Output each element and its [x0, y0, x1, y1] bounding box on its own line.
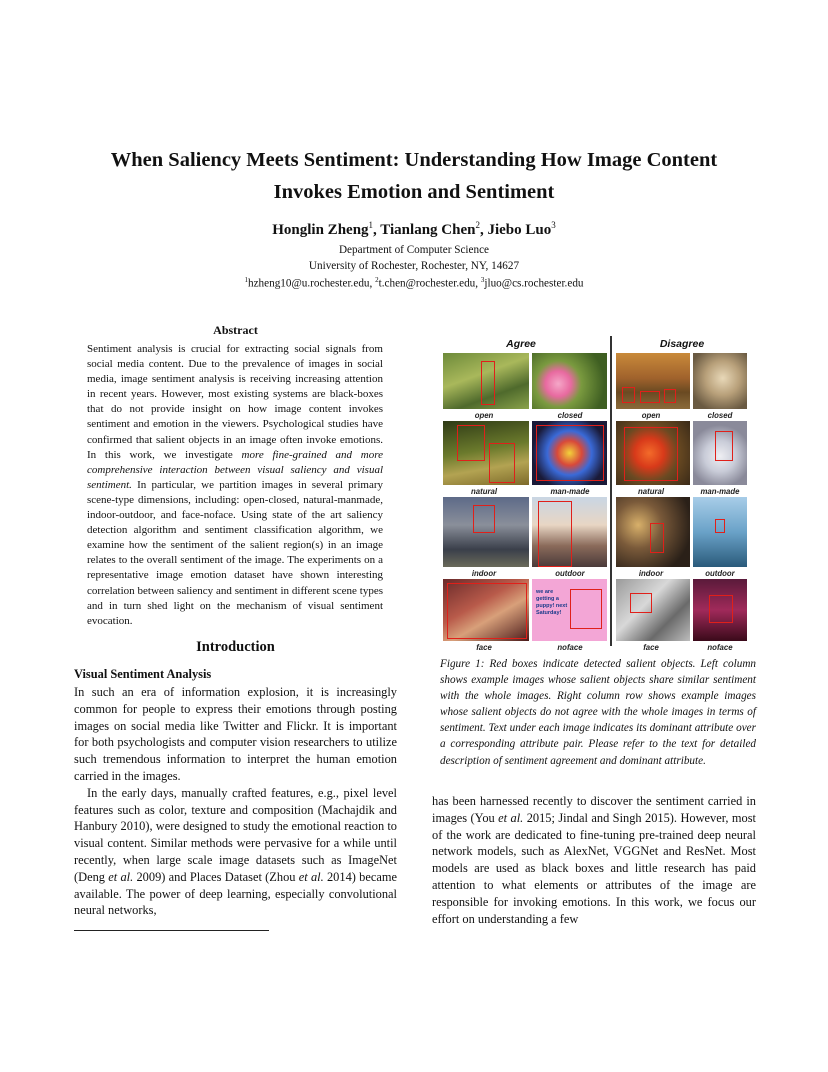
attr-label: outdoor	[705, 569, 735, 578]
intro-body-left	[74, 684, 397, 919]
column-header-disagree: Disagree	[659, 338, 705, 350]
attr-label: outdoor	[555, 569, 585, 578]
attr-label: open	[474, 411, 494, 420]
photo-closed-agree	[531, 352, 608, 410]
photo-outdoor-agree	[531, 496, 608, 568]
photo-open-agree	[442, 352, 530, 410]
introduction-heading: Introduction	[196, 639, 275, 655]
salient-box	[650, 523, 664, 553]
section-subheading: Visual Sentiment Analysis	[74, 667, 212, 681]
attr-label: noface	[707, 643, 733, 652]
attr-label: natural	[471, 487, 497, 496]
salient-box	[489, 443, 515, 483]
author-sup: 1	[368, 220, 374, 230]
abstract-heading: Abstract	[213, 323, 258, 337]
department: Department of Computer Science	[338, 244, 490, 256]
author-name: Jiebo Luo	[487, 222, 552, 238]
author-sup: 2	[475, 220, 480, 230]
salient-box	[538, 501, 572, 567]
title-line-2: Invokes Emotion and Sentiment	[273, 181, 555, 203]
email: jluo@cs.rochester.edu	[484, 277, 584, 290]
attr-label: man-made	[550, 487, 590, 496]
salient-box	[709, 595, 733, 623]
salient-box	[624, 427, 678, 481]
university: University of Rochester, Rochester, NY, 14627	[308, 260, 520, 272]
attr-label: face	[643, 643, 659, 652]
author-sup: 3	[551, 220, 556, 230]
salient-box	[473, 505, 495, 533]
emails: $^1$hzheng10@u.rochester.edu, $^2$t.chen@rochester.edu, $^3$jluo@cs.rochester.edu	[244, 276, 584, 290]
salient-box	[622, 387, 635, 403]
email: t.chen@rochester.edu,	[378, 277, 479, 290]
figure-caption: Figure 1: Red boxes indicate detected salient objects. Left column shows example images whose salient objects share similar sentiment with the whole images. Right column row shows example images whose salient objects do not agree with the whole images in terms of sentiment. Text under each image indicates its dominant attribute over a corresponding attribute pair. Please refer to the text for detailed description of sentiment agreement and dominant attribute.	[440, 658, 756, 767]
attr-label: open	[641, 411, 661, 420]
salient-box	[640, 391, 660, 403]
abstract-body: Sentiment analysis is crucial for extracting social signals from social media content. Due to the prevalence of images in social media, image sentiment analysis is receiving increasing attention in recent years. However, most existing systems are black-boxes that do not provide insight on how image content invokes sentiment and emotion in the viewers. Psychological studies have confirmed that salient objects in an image often invoke emotions. In this work, we investigate more fine-grained and more comprehensive interaction between visual saliency and visual sentiment. In particular, we partition images in several primary scene-type dimensions, including: open-closed, natural-manmade, indoor-outdoor, and face-noface. Using state of the art saliency detection algorithm and sentiment classification algorithm, we examine how the sentiment of the salient region(s) in an image relates to the overall sentiment of the image. The experiments on a representative image emotion dataset have shown interesting correlation between saliency and sentiment in different scene types and in turn shed light on the mechanism of visual sentiment evocation.	[87, 343, 383, 627]
photo-noface-agree	[531, 578, 608, 642]
salient-box	[481, 361, 495, 405]
photo-manmade-disagree	[692, 420, 748, 486]
paragraph: In such an era of information explosion, it is increasingly common for people to express their emotions through posting images on social media like Twitter and Flickr. It is important for both psychologists and computer vision researchers to utilize such tremendous information to interpret the human emotion carried in the images.	[74, 685, 397, 783]
figure-1	[440, 334, 756, 652]
photo-noface-disagree	[692, 578, 748, 642]
photo-natural-disagree	[615, 420, 691, 486]
author-name: Honglin Zheng	[272, 222, 369, 238]
sign-text: we are getting a puppy! next Saturday!	[536, 589, 568, 616]
photo-face-disagree	[615, 578, 691, 642]
title-line-1: When Saliency Meets Sentiment: Understanding How Image Content	[110, 149, 718, 171]
photo-manmade-agree	[531, 420, 608, 486]
attr-label: noface	[557, 643, 583, 652]
photo-closed-disagree	[692, 352, 748, 410]
salient-box	[715, 431, 733, 461]
salient-box	[457, 425, 485, 461]
photo-natural-agree	[442, 420, 530, 486]
intro-body-right: has been harnessed recently to discover the sentiment carried in images (You et al. 2015; Jindal and Singh 2015). However, most of the work are dedicated to fine-tuning pre-trained deep neural network models, such as AlexNet, VGGNet and ResNet. Most models are used as black boxes and little research has paid attention to what elements or attributes of the image are responsible for invoking emotions. In this work, we focus our effort on understanding a few	[432, 794, 756, 926]
attr-label: natural	[638, 487, 664, 496]
photo-open-disagree	[615, 352, 691, 410]
salient-box	[536, 425, 604, 481]
author-list: Honglin Zheng$^1$, Tianlang Chen$^2$, Jiebo Luo$^3$	[272, 220, 556, 238]
attr-label: closed	[707, 411, 733, 420]
column-header-agree: Agree	[506, 338, 536, 350]
attr-label: face	[476, 643, 492, 652]
salient-box	[570, 589, 602, 629]
attr-label: indoor	[638, 569, 664, 578]
photo-indoor-disagree	[615, 496, 691, 568]
salient-box	[715, 519, 725, 533]
email: hzheng10@u.rochester.edu,	[247, 277, 373, 290]
attr-label: indoor	[471, 569, 497, 578]
salient-box	[447, 583, 527, 639]
photo-face-agree	[442, 578, 530, 642]
photo-indoor-agree	[442, 496, 530, 568]
salient-box	[664, 389, 676, 403]
footnote-rule	[74, 930, 269, 931]
paragraph: In the early days, manually crafted features, e.g., pixel level features such as color, texture and composition (Machajdik and Hanbury 2010), were designed to study the emotional reaction to visual content. Similar methods were pervasive for a while until recently, when large scale image datasets such as ImageNet (Deng et al. 2009) and Places Dataset (Zhou et al. 2014) became available. The power of deep learning, especially convolutional neural networks,	[74, 785, 397, 918]
salient-box	[630, 593, 652, 613]
author-name: Tianlang Chen	[380, 222, 476, 238]
paper-title	[60, 144, 768, 208]
attr-label: man-made	[700, 487, 740, 496]
attr-label: closed	[557, 411, 583, 420]
photo-outdoor-disagree	[692, 496, 748, 568]
